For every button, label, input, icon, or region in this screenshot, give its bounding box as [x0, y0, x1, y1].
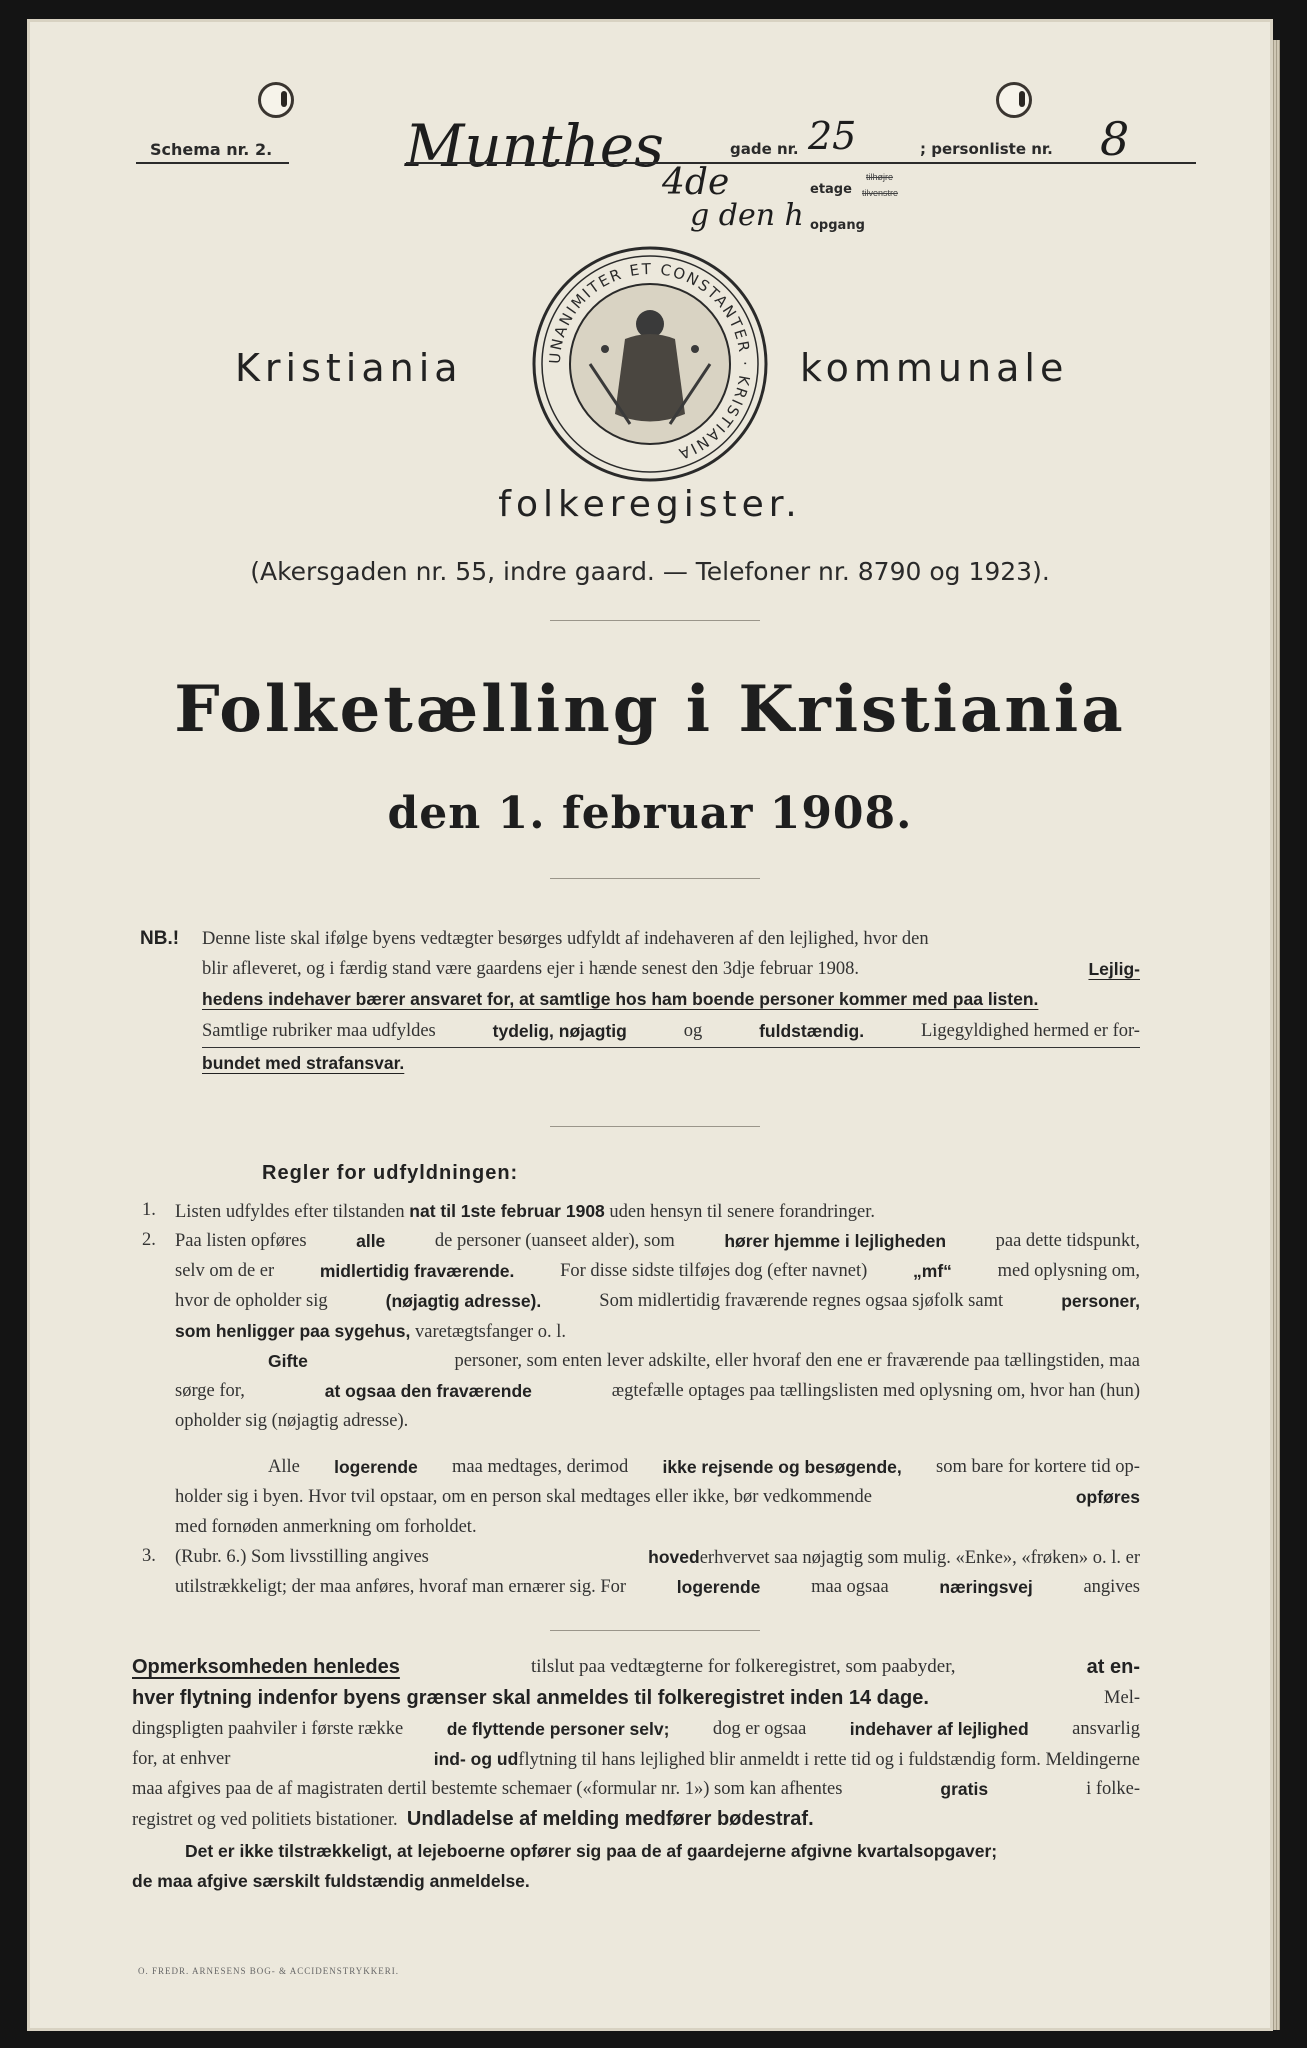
- rule-1b: nat til 1ste februar 1908: [409, 1201, 605, 1221]
- street-handwritten: Munthes: [405, 112, 664, 180]
- rule-2-line-4: [175, 1316, 566, 1348]
- rule-3-line-1: [175, 1542, 1140, 1574]
- nb-label: NB.!: [140, 928, 180, 949]
- office-address: (Akersgaden nr. 55, indre gaard. — Telefoner nr. 8790 og 1923).: [250, 557, 1050, 586]
- rule-2-line-2: [175, 1256, 1140, 1287]
- divider-2: [550, 878, 760, 879]
- nb-line-2-bold: Lejlig-: [1088, 959, 1140, 979]
- r2-l6c: ægtefælle optages paa tællingslisten med oplysning om, hvor han (hun): [611, 1381, 1140, 1401]
- notice-l5a: maa afgives paa de af magistraten dertil bestemte schemaer («formular nr. 1») som kan afhentes: [132, 1779, 843, 1799]
- nb-line-3: [202, 984, 1140, 1016]
- notice-l6a: registret og ved politiets bistationer.: [132, 1810, 398, 1830]
- r2-l3c: Som midlertidig fraværende regnes ogsaa sjøfolk samt: [599, 1291, 1004, 1311]
- nb-line-4b: tydelig, nøjagtig: [492, 1021, 627, 1041]
- etage-handwritten: 4de: [662, 162, 730, 203]
- rule-2-line-7: opholder sig (nøjagtig adresse).: [175, 1411, 409, 1431]
- notice-l8: de maa afgive særskilt fuldstændig anmeldelse.: [132, 1871, 530, 1891]
- r2-l5b: personer, som enten lever adskilte, eller hvoraf den ene er fraværende paa tællingstiden, maa: [454, 1351, 1140, 1371]
- r2-l1a: Paa listen opføres: [175, 1231, 307, 1251]
- punch-hole-left: [258, 82, 294, 118]
- rule-2-line-1: [175, 1226, 1140, 1257]
- r3-l2e: angives: [1083, 1577, 1140, 1597]
- nb-line-4: [202, 1016, 1140, 1048]
- r2-l4b: varetægtsfanger o. l.: [414, 1322, 567, 1342]
- nb-line-3-bold: hedens indehaver bærer ansvaret for, at samtlige hos ham boende personer kommer med paa listen.: [202, 989, 1039, 1009]
- r3-l1a: (Rubr. 6.) Som livsstilling angives: [175, 1547, 429, 1567]
- notice-l7: Det er ikke tilstrækkeligt, at lejeboerne opfører sig paa de af gaardejerne afgivne kvartalsopgaver;: [185, 1841, 998, 1861]
- document-title: Folketælling i Kristiania: [174, 672, 1126, 747]
- printer-footer: O. FREDR. ARNESENS BOG- & ACCIDENSTRYKKERI.: [138, 1966, 400, 1976]
- rule-3-number: 3.: [142, 1546, 156, 1566]
- notice-l2b: Mel-: [1104, 1688, 1140, 1708]
- svg-text:UNANIMITER ET CONSTANTER · KRI: UNANIMITER ET CONSTANTER · KRISTIANIA: [545, 259, 755, 464]
- r2-l4a: som henligger paa sygehus,: [175, 1321, 411, 1341]
- notice-line-3: [132, 1714, 1140, 1745]
- r2-l6b: at ogsaa den fraværende: [324, 1381, 532, 1401]
- notice-l4c: flytning til hans lejlighed blir anmeldt i rette tid og i fuldstændig form. Meldingerne: [518, 1750, 1140, 1770]
- r2-l1c: de personer (uanseet alder), som: [434, 1231, 675, 1251]
- tilvenstre-label: tilvenstre: [862, 188, 899, 198]
- opgang-label: opgang: [810, 218, 865, 233]
- document-subtitle: den 1. februar 1908.: [387, 788, 913, 839]
- gade-label: gade nr.: [730, 140, 799, 158]
- notice-line-7: [185, 1836, 997, 1868]
- office-name-right: kommunale: [800, 346, 1069, 390]
- r2-l2c: For disse sidste tilføjes dog (efter navnet): [560, 1261, 868, 1281]
- notice-line-8: [132, 1866, 530, 1898]
- r2-l3d: personer,: [1061, 1291, 1140, 1311]
- r2-l1b: alle: [356, 1231, 386, 1251]
- schema-underline: [136, 162, 289, 164]
- opgang-handwritten: g den h: [690, 198, 804, 233]
- notice-l2a: hver flytning indenfor byens grænser skal anmeldes til folkeregistret inden 14 dage.: [132, 1687, 929, 1709]
- nb-line-4e: Ligegyldighed hermed er for-: [920, 1021, 1140, 1041]
- rule-1-number: 1.: [142, 1200, 156, 1220]
- notice-l5c: i folke-: [1086, 1779, 1140, 1799]
- rule-2-line-6: [175, 1376, 1140, 1407]
- header-underline: [406, 162, 1196, 164]
- rule-2-line-5: [268, 1346, 1140, 1377]
- rule-1a: Listen udfyldes efter tilstanden: [175, 1202, 405, 1222]
- rule-1-text: [175, 1196, 875, 1228]
- r3-l1b: hoved: [648, 1547, 700, 1567]
- notice-l3d: indehaver af lejlighed: [849, 1719, 1029, 1739]
- r2-l3b: (nøjagtig adresse).: [385, 1291, 542, 1311]
- nb-line-4d: fuldstændig.: [759, 1021, 865, 1041]
- notice-line-6: [132, 1804, 814, 1836]
- notice-line-1: [132, 1652, 1140, 1683]
- notice-line-5: [132, 1774, 1140, 1805]
- rule-2-number: 2.: [142, 1230, 156, 1250]
- r2-l8a: Alle: [268, 1457, 300, 1477]
- notice-l3a: dingspligten paahviler i første række: [132, 1719, 404, 1739]
- nb-line-2: [202, 954, 1140, 985]
- rule-1c: uden hensyn til senere forandringer.: [609, 1202, 876, 1222]
- etage-label: etage: [810, 182, 852, 197]
- document-page: [30, 22, 1270, 2028]
- divider-1: [550, 620, 760, 621]
- nb-line-5: [202, 1048, 404, 1080]
- rules-heading: Regler for udfyldningen:: [262, 1162, 519, 1184]
- nb-paragraph: [202, 924, 1140, 955]
- office-name-line2: folkeregister.: [498, 484, 802, 525]
- r3-l2b: logerende: [676, 1577, 761, 1597]
- r2-l9b: opføres: [1075, 1487, 1140, 1507]
- nb-line-2-text: blir afleveret, og i færdig stand være gaardens ejer i hænde senest den 3dje februar 1908.: [202, 959, 860, 979]
- notice-l4a: for, at enhver: [132, 1749, 231, 1769]
- city-seal: [530, 244, 770, 484]
- divider-4: [550, 1630, 760, 1631]
- nb-line-4a: Samtlige rubriker maa udfyldes: [202, 1021, 436, 1041]
- rule-2-line-9: [175, 1482, 1140, 1513]
- r2-l8e: som bare for kortere tid op-: [936, 1457, 1140, 1477]
- notice-line-2: [132, 1683, 1140, 1714]
- r2-l2b: midlertidig fraværende.: [319, 1261, 515, 1281]
- rule-2-line-10: med fornøden anmerkning om forholdet.: [175, 1517, 477, 1537]
- r2-l8c: maa medtages, derimod: [452, 1457, 629, 1477]
- r2-l8d: ikke rejsende og besøgende,: [662, 1457, 902, 1477]
- r2-l5a: Gifte: [268, 1351, 308, 1371]
- notice-l1c: at en-: [1086, 1656, 1140, 1678]
- notice-line-4: [132, 1744, 1140, 1776]
- notice-l3b: de flyttende personer selv;: [446, 1719, 670, 1739]
- schema-label: Schema nr. 2.: [150, 140, 273, 159]
- r2-l2a: selv om de er: [175, 1261, 275, 1281]
- personliste-number: 8: [1100, 112, 1130, 166]
- rule-2-line-8: [268, 1452, 1140, 1483]
- notice-l3e: ansvarlig: [1072, 1719, 1140, 1739]
- tilhojre-label: tilhøjre: [866, 172, 894, 182]
- r3-l2d: næringsvej: [939, 1577, 1033, 1597]
- notice-l4b: ind- og ud: [433, 1749, 519, 1769]
- nb-line-4c: og: [683, 1021, 703, 1041]
- notice-l1a: Opmerksomheden henledes: [132, 1656, 400, 1678]
- office-name-left: Kristiania: [235, 346, 463, 390]
- nb-line-5-bold: bundet med strafansvar.: [202, 1053, 405, 1073]
- r2-l9a: holder sig i byen. Hvor tvil opstaar, om en person skal medtages eller ikke, bør vedkommende: [175, 1487, 872, 1507]
- r3-l2c: maa ogsaa: [811, 1577, 889, 1597]
- r2-l3a: hvor de opholder sig: [175, 1291, 328, 1311]
- r2-l6a: sørge for,: [175, 1381, 245, 1401]
- personliste-label: ; personliste nr.: [920, 140, 1053, 158]
- r2-l1d: hører hjemme i lejligheden: [724, 1231, 947, 1251]
- rule-3-line-2: [175, 1572, 1140, 1603]
- r2-l2e: med oplysning om,: [997, 1261, 1140, 1281]
- r3-l2a: utilstrækkeligt; der maa anføres, hvoraf man ernærer sig. For: [175, 1577, 627, 1597]
- rule-2-line-3: [175, 1286, 1140, 1317]
- r2-l8b: logerende: [334, 1457, 418, 1477]
- nb-line-1: Denne liste skal ifølge byens vedtægter besørges udfyldt af indehaveren af den lejlighed, hvor den: [202, 929, 929, 949]
- notice-l5b: gratis: [940, 1779, 989, 1799]
- notice-l1b: tilslut paa vedtægterne for folkeregistret, som paabyder,: [531, 1656, 956, 1677]
- notice-l3c: dog er ogsaa: [712, 1719, 807, 1739]
- divider-3: [550, 1126, 760, 1127]
- r3-l1c: erhvervet saa nøjagtig som mulig. «Enke», «frøken» o. l. er: [699, 1548, 1140, 1568]
- punch-hole-right: [996, 82, 1032, 118]
- r2-l2d: „mf“: [913, 1261, 952, 1281]
- r2-l1e: paa dette tidspunkt,: [995, 1231, 1140, 1251]
- notice-l6b: Undladelse af melding medfører bødestraf.: [406, 1808, 814, 1830]
- gade-number: 25: [808, 114, 857, 158]
